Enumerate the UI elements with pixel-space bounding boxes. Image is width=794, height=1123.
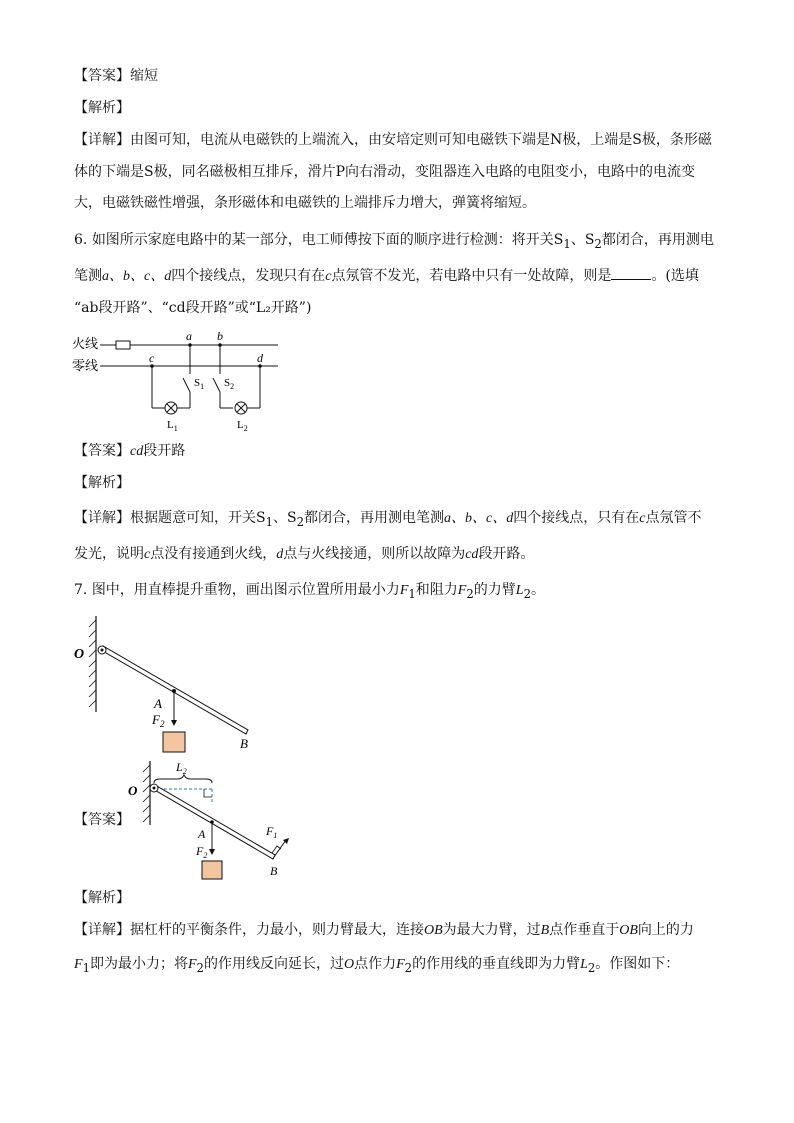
q6-detail-line-1: 【详解】根据题意可知，开关$S_1$、$S_2$都闭合，再用测电笔测a、b、c、d四个接线点，只有在c点氖管不 — [74, 510, 702, 529]
lamp-l1-label: $L_1$ — [167, 419, 178, 433]
q5-detail-line-3: 大，电磁铁磁性增强，条形磁体和电磁铁的上端排斥力增大，弹簧将缩短。 — [74, 195, 536, 211]
q5-answer: 缩短 — [130, 68, 158, 84]
point-b-label: b — [217, 329, 223, 343]
lamp-l2-label: $L_2$ — [237, 419, 248, 433]
label-b: B — [270, 864, 278, 878]
point-d-label: d — [257, 351, 263, 365]
lever-rod — [153, 785, 278, 859]
q6-number: 6. — [74, 232, 88, 248]
label-a: A — [198, 827, 206, 841]
answer-blank — [611, 265, 651, 280]
label-a: A — [154, 696, 162, 711]
right-angle-mark — [204, 789, 212, 797]
q6-answer-line: 【答案】cd段开路 — [74, 443, 186, 459]
point-c-label: c — [149, 351, 155, 365]
l2-brace — [154, 775, 212, 783]
q7-analysis-tag: 【解析】 — [74, 890, 130, 906]
q7-detail-line-2: $F_1$即为最小力；将$F_2$的作用线反向延长，过O点作力$F_2$的作用线的垂直线即为力臂$L_2$。作图如下： — [74, 956, 680, 975]
q5-answer-line — [74, 66, 158, 86]
q7-lever-figure — [70, 612, 260, 752]
q6-detail-line-2: 发光，说明c点没有接通到火线，d点与火线接通，则所以故障为cd段开路。 — [74, 546, 535, 562]
label-o: O — [128, 783, 138, 798]
q7-answer-tag: 【答案】 — [74, 812, 130, 828]
weight-block — [202, 861, 222, 879]
fuse — [116, 341, 130, 349]
label-f2: $F_2$ — [152, 712, 165, 729]
switch-s2 — [213, 378, 220, 392]
point-a-label: a — [186, 329, 192, 343]
wall-hatching — [89, 620, 96, 707]
label-o: O — [74, 647, 85, 662]
neutral-wire-label: 零线 — [72, 358, 99, 373]
label-b: B — [240, 736, 248, 751]
answer-tag: 【答案】 — [74, 68, 130, 84]
label-l2: $L_2$ — [176, 760, 187, 776]
q7-number: 7. — [74, 582, 88, 598]
q7-answer-figure — [120, 755, 300, 885]
q6-stem-line-3: “ab段开路”、“cd段开路”或“L₂开路”) — [74, 300, 312, 316]
q6-stem-line-1: 6. 如图所示家庭电路中的某一部分，电工师傅按下面的顺序进行检测：将开关$S_1$、$S_2$都闭合，再用测电 — [74, 232, 714, 251]
wall-hatching — [143, 765, 150, 822]
weight-block — [163, 732, 185, 752]
q5-detail-line-1: 【详解】由图可知，电流从电磁铁的上端流入，由安培定则可知电磁铁下端是N极，上端是S极，条形磁 — [74, 132, 712, 148]
detail-tag: 【详解】 — [74, 132, 130, 148]
label-f2: $F_2$ — [196, 844, 208, 860]
q5-detail-line-2: 体的下端是S极，同名磁极相互排斥，滑片P向右滑动，变阻器连入电路的电阻变小，电路中的电流变 — [74, 164, 696, 180]
label-f1: $F_1$ — [266, 824, 278, 840]
q5-analysis-tag: 【解析】 — [74, 100, 130, 116]
live-wire-label: 火线 — [72, 336, 99, 351]
switch-s2-label: $S_2$ — [224, 377, 235, 391]
q7-detail-line-1: 【详解】据杠杆的平衡条件，力最小，则力臂最大，连接OB为最大力臂，过B点作垂直于OB向上的力 — [74, 922, 694, 938]
switch-s1 — [183, 378, 190, 392]
q6-analysis-tag: 【解析】 — [74, 475, 130, 491]
q7-stem-line: 7. 图中，用直棒提升重物，画出图示位置所用最小力$F_1$和阻力$F_2$的力臂$L_2$。 — [74, 582, 545, 601]
q6-stem-line-2: 笔测a、b、c、d四个接线点，发现只有在c点氖管不发光，若电路中只有一处故障，则是 。(选填 — [74, 265, 699, 287]
q6-circuit-diagram — [70, 328, 290, 438]
switch-s1-label: $S_1$ — [194, 377, 205, 391]
